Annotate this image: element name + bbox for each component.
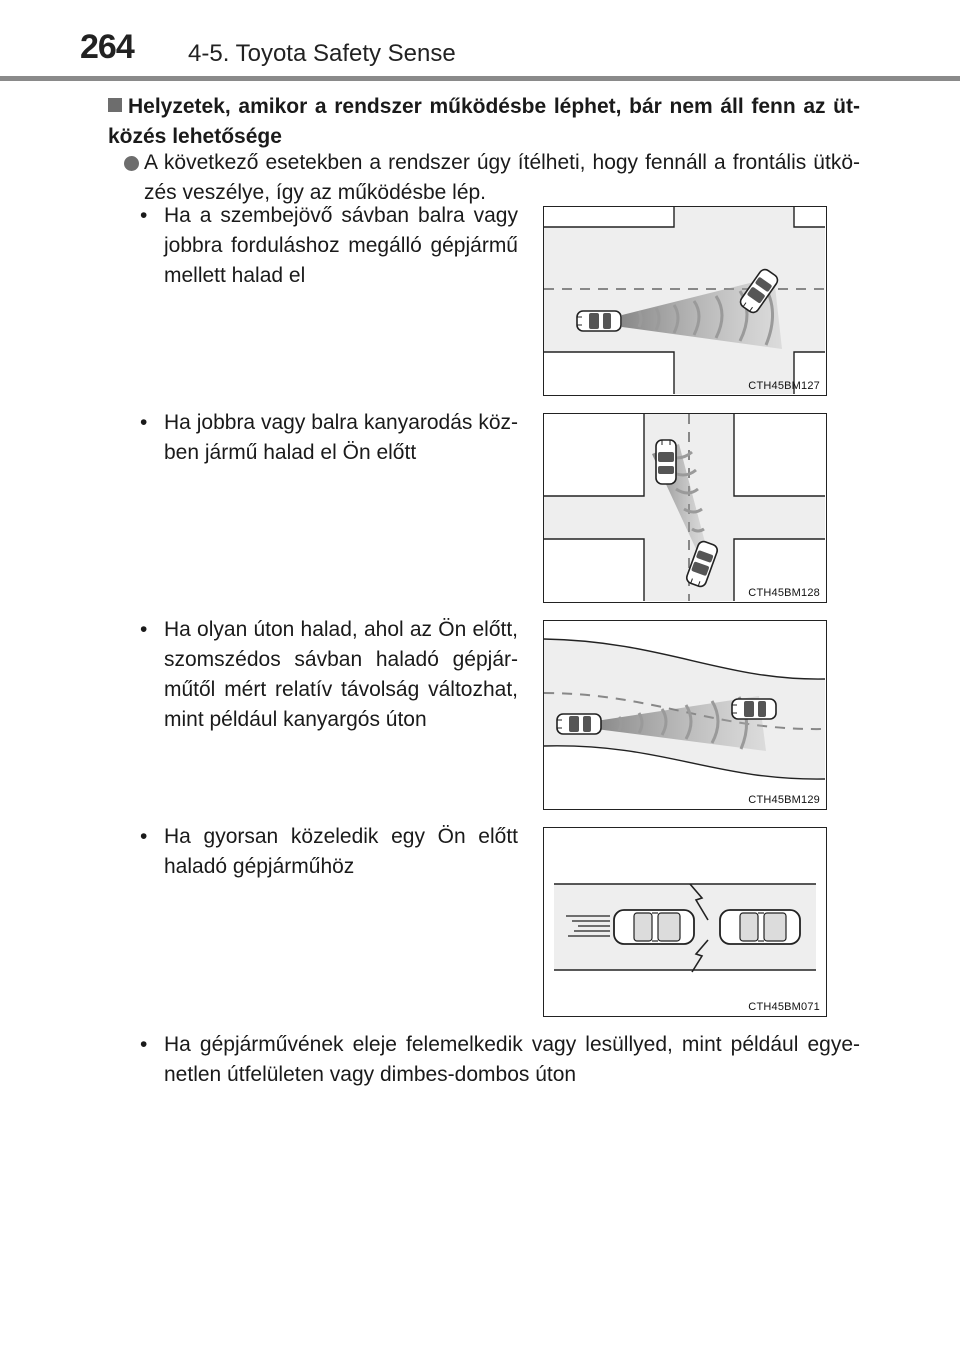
- rapid-approach-illustration: [544, 828, 825, 1015]
- list-item: [140, 201, 518, 291]
- figure-rapid-approach: [543, 827, 827, 1017]
- figure-code: CTH45BM071: [748, 1001, 820, 1013]
- subsection-heading: [108, 92, 860, 152]
- page-number: 264: [80, 28, 134, 66]
- figure-code: CTH45BM127: [748, 380, 820, 392]
- list-item: [140, 615, 518, 735]
- list-item-text: Ha gyorsan közeledik egy Ön előtt haladó gépjárműhöz: [164, 825, 518, 878]
- bullet-mark: •: [140, 618, 148, 641]
- crossing-car-illustration: [544, 414, 825, 601]
- list-item-text: Ha gépjárművének eleje felemelkedik vagy lesüllyed, mint például egye-netlen útfelületen vagy dimbes-dombos úton: [164, 1033, 860, 1086]
- intro-text: A következő esetekben a rendszer úgy ítélheti, hogy fennáll a frontális ütkö-zés veszélye, így az működésbe lép.: [144, 151, 860, 204]
- bullet-mark: •: [140, 204, 148, 227]
- list-item-text: Ha jobbra vagy balra kanyarodás köz-ben jármű halad el Ön előtt: [164, 411, 518, 464]
- figure-code: CTH45BM129: [748, 794, 820, 806]
- curved-road-illustration: [544, 621, 825, 808]
- page-header: [0, 0, 960, 80]
- list-item: [140, 1030, 860, 1090]
- oncoming-turning-car-illustration: [544, 207, 825, 394]
- bullet-mark: •: [140, 825, 148, 848]
- subsection-heading-text: Helyzetek, amikor a rendszer működésbe léphet, bár nem áll fenn az üt-közés lehetősége: [108, 95, 860, 148]
- list-item: [140, 408, 518, 468]
- square-bullet-icon: [108, 98, 122, 112]
- figure-oncoming-turning: [543, 206, 827, 396]
- figure-code: CTH45BM128: [748, 587, 820, 599]
- list-item-text: Ha olyan úton halad, ahol az Ön előtt, szomszédos sávban haladó gépjár-műtől mért relatív távolság változhat, mint például kanyargós úton: [164, 618, 518, 731]
- circle-bullet-icon: [124, 156, 139, 171]
- figure-curved-road: [543, 620, 827, 810]
- list-item-text: Ha a szembejövő sávban balra vagy jobbra forduláshoz megálló gépjármű mellett halad el: [164, 204, 518, 287]
- bullet-mark: •: [140, 411, 148, 434]
- bullet-mark: •: [140, 1033, 148, 1056]
- list-item: [140, 822, 518, 882]
- header-divider: [0, 76, 960, 81]
- figure-crossing: [543, 413, 827, 603]
- intro-paragraph: [124, 148, 860, 208]
- section-title: 4-5. Toyota Safety Sense: [188, 40, 456, 67]
